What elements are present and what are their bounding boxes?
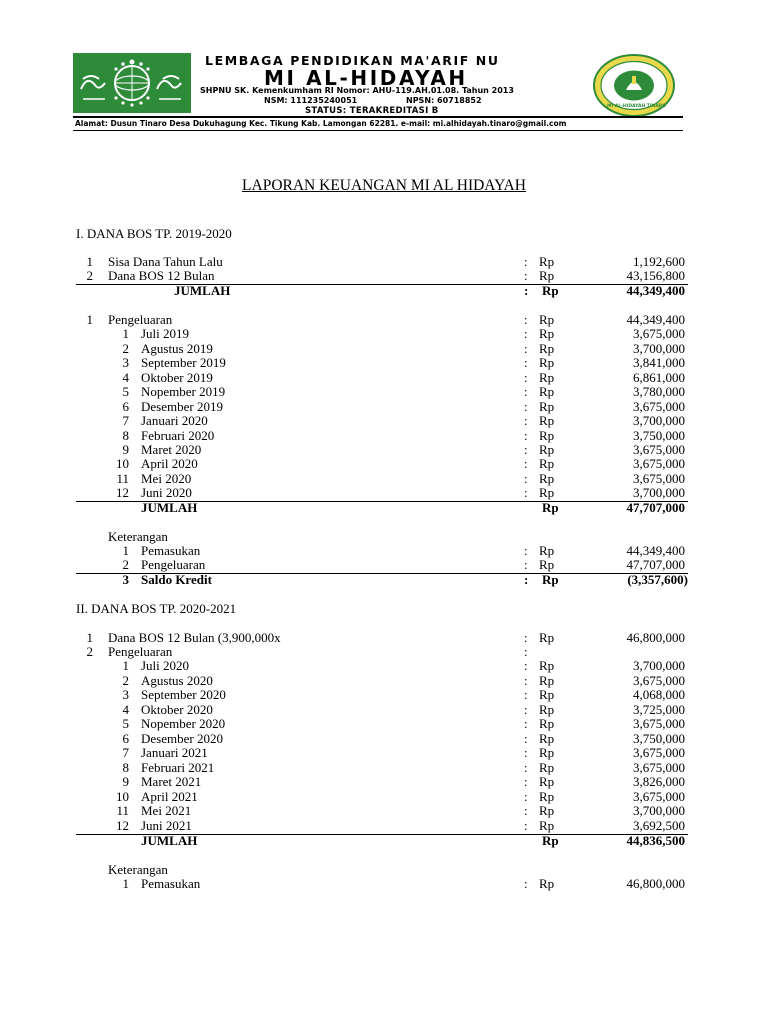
row-colon: :	[524, 572, 529, 587]
table-row	[76, 414, 688, 429]
row-label: Maret 2021	[141, 774, 202, 789]
amount-value: 44,836,500	[626, 833, 685, 848]
section1-heading: I. DANA BOS TP. 2019-2020	[76, 226, 232, 241]
row-label: September 2019	[141, 355, 226, 370]
row-number: 4	[122, 702, 129, 717]
row-number: 3	[122, 687, 129, 702]
org-name: LEMBAGA PENDIDIKAN MA'ARIF NU	[205, 53, 500, 68]
currency-label: Rp	[539, 254, 555, 269]
row-number: 1	[122, 658, 129, 673]
row-colon: :	[524, 803, 528, 818]
currency-label: Rp	[539, 745, 555, 760]
nsm-value: NSM: 111235240051	[264, 96, 358, 105]
amount-value: 3,692,500	[633, 818, 685, 833]
row-label: Desember 2020	[141, 731, 223, 746]
row-label: Februari 2021	[141, 760, 215, 775]
currency-label: Rp	[539, 818, 555, 833]
currency-label: Rp	[539, 312, 555, 327]
amount-value: 3,675,000	[633, 716, 685, 731]
income-total-row	[76, 284, 688, 299]
currency-label: Rp	[539, 774, 555, 789]
row-label: Agustus 2019	[141, 341, 213, 356]
row-number: 10	[116, 456, 129, 471]
table-row	[76, 746, 688, 761]
row-label: Keterangan	[108, 862, 168, 877]
report-title: LAPORAN KEUANGAN MI AL HIDAYAH	[242, 177, 526, 194]
row-number: 4	[122, 370, 129, 385]
school-name: MI AL-HIDAYAH	[264, 66, 468, 90]
row-label: Juni 2021	[141, 818, 192, 833]
row-label: April 2020	[141, 456, 198, 471]
row-colon: :	[524, 745, 528, 760]
amount-value: 3,780,000	[633, 384, 685, 399]
nsm-text	[264, 96, 482, 105]
row-number: 8	[122, 760, 129, 775]
registration-text: SHPNU SK. Kemenkumham RI Nomor: AHU-119.AH.01.08. Tahun 2013	[200, 86, 514, 95]
row-colon: :	[524, 485, 528, 500]
school-seal	[593, 54, 675, 117]
row-colon: :	[524, 658, 528, 673]
table-row	[76, 486, 688, 501]
currency-label: Rp	[539, 456, 555, 471]
amount-value: 46,800,000	[626, 876, 685, 891]
expense-total-row	[76, 501, 688, 516]
row-colon: :	[524, 268, 528, 283]
currency-label: Rp	[539, 716, 555, 731]
row-label: September 2020	[141, 687, 226, 702]
currency-label: Rp	[539, 702, 555, 717]
row-label: Januari 2021	[141, 745, 208, 760]
row-number: 1	[122, 326, 129, 341]
currency-label: Rp	[539, 789, 555, 804]
table-row	[76, 327, 688, 342]
row-label: Pemasukan	[141, 876, 201, 891]
row-number: 2	[122, 557, 129, 572]
row-colon: :	[524, 456, 528, 471]
amount-value: 3,725,000	[633, 702, 685, 717]
row-label: JUMLAH	[141, 500, 198, 515]
row-colon: :	[524, 370, 528, 385]
row-number: 12	[116, 485, 129, 500]
amount-value: 3,675,000	[633, 673, 685, 688]
row-colon: :	[524, 789, 528, 804]
amount-value: 3,700,000	[633, 803, 685, 818]
currency-label: Rp	[539, 673, 555, 688]
table-row	[76, 804, 688, 819]
row-colon: :	[524, 760, 528, 775]
currency-label: Rp	[539, 876, 555, 891]
row-number: 1	[122, 543, 129, 558]
currency-label: Rp	[539, 630, 555, 645]
row-number: 11	[116, 803, 129, 818]
amount-value: 43,156,800	[626, 268, 685, 283]
currency-label: Rp	[539, 413, 555, 428]
amount-value: 47,707,000	[626, 500, 685, 515]
row-number: 2	[86, 644, 93, 659]
row-number: 6	[122, 399, 129, 414]
row-colon: :	[524, 355, 528, 370]
row-number: 11	[116, 471, 129, 486]
row-colon: :	[524, 442, 528, 457]
amount-value: 3,841,000	[633, 355, 685, 370]
row-colon: :	[524, 716, 528, 731]
accreditation-status: STATUS: TERAKREDITASI B	[305, 106, 439, 116]
nu-globe-icon	[73, 53, 191, 113]
table-row	[76, 659, 688, 674]
currency-label: Rp	[542, 283, 559, 298]
address-line: Alamat: Dusun Tinaro Desa Dukuhagung Kec. Tikung Kab. Lamongan 62281. e-mail: mi.alhidayah.tinaro@gmail.com	[75, 119, 567, 128]
row-colon: :	[524, 283, 529, 298]
row-label: Juli 2020	[141, 658, 190, 673]
row-colon: :	[524, 341, 528, 356]
row-number: 8	[122, 428, 129, 443]
row-label: Juli 2019	[141, 326, 190, 341]
row-colon: :	[524, 326, 528, 341]
row-label: Juni 2020	[141, 485, 192, 500]
row-number: 10	[116, 789, 129, 804]
row-number: 3	[122, 572, 129, 587]
table-row	[76, 385, 688, 400]
row-label: Mei 2021	[141, 803, 192, 818]
amount-value: 3,675,000	[633, 789, 685, 804]
row-label: JUMLAH	[174, 283, 231, 298]
amount-value: 3,675,000	[633, 399, 685, 414]
row-label: Dana BOS 12 Bulan (3,900,000x	[108, 630, 281, 645]
table-row	[76, 269, 688, 284]
amount-value: 3,700,000	[633, 341, 685, 356]
row-number: 9	[122, 774, 129, 789]
table-row	[76, 877, 688, 892]
row-number: 9	[122, 442, 129, 457]
row-label: Pengeluaran	[141, 557, 206, 572]
row-number: 5	[122, 384, 129, 399]
row-colon: :	[524, 413, 528, 428]
nu-logo	[73, 53, 191, 113]
row-colon: :	[524, 254, 528, 269]
row-label: April 2021	[141, 789, 198, 804]
row-label: Agustus 2020	[141, 673, 213, 688]
amount-value: 1,192,600	[633, 254, 685, 269]
amount-value: 3,750,000	[633, 731, 685, 746]
row-number: 6	[122, 731, 129, 746]
row-label: Februari 2020	[141, 428, 215, 443]
row-colon: :	[524, 471, 528, 486]
table-row	[76, 819, 688, 834]
amount-value: 6,861,000	[633, 370, 685, 385]
amount-value: 3,675,000	[633, 745, 685, 760]
row-label: Pengeluaran	[108, 644, 173, 659]
row-number: 1	[86, 312, 93, 327]
amount-value: 3,675,000	[633, 456, 685, 471]
row-colon: :	[524, 687, 528, 702]
currency-label: Rp	[539, 268, 555, 283]
row-colon: :	[524, 731, 528, 746]
currency-label: Rp	[539, 326, 555, 341]
amount-value: 3,675,000	[633, 326, 685, 341]
row-number: 2	[122, 673, 129, 688]
row-colon: :	[524, 630, 528, 645]
table-row	[76, 457, 688, 472]
row-label: Pengeluaran	[108, 312, 173, 327]
header-divider-bottom	[73, 130, 683, 131]
amount-value: 44,349,400	[626, 283, 685, 298]
currency-label: Rp	[539, 341, 555, 356]
amount-value: 47,707,000	[626, 557, 685, 572]
row-colon: :	[524, 543, 528, 558]
amount-value: 44,349,400	[626, 312, 685, 327]
currency-label: Rp	[539, 760, 555, 775]
currency-label: Rp	[539, 543, 555, 558]
row-number: 2	[122, 341, 129, 356]
row-number: 12	[116, 818, 129, 833]
currency-label: Rp	[539, 731, 555, 746]
row-label: Nopember 2019	[141, 384, 226, 399]
amount-value: 4,068,000	[633, 687, 685, 702]
row-number: 7	[122, 745, 129, 760]
row-colon: :	[524, 312, 528, 327]
row-label: Pemasukan	[141, 543, 201, 558]
amount-value: 3,675,000	[633, 471, 685, 486]
currency-label: Rp	[539, 803, 555, 818]
row-colon: :	[524, 644, 528, 659]
table-row	[76, 356, 688, 371]
row-label: Maret 2020	[141, 442, 202, 457]
amount-value: 44,349,400	[626, 543, 685, 558]
row-colon: :	[524, 702, 528, 717]
row-number: 2	[86, 268, 93, 283]
currency-label: Rp	[539, 399, 555, 414]
row-label: Oktober 2020	[141, 702, 213, 717]
row-number: 3	[122, 355, 129, 370]
row-label: Mei 2020	[141, 471, 192, 486]
currency-label: Rp	[539, 442, 555, 457]
table-row	[76, 688, 688, 703]
currency-label: Rp	[539, 370, 555, 385]
currency-label: Rp	[539, 384, 555, 399]
table-row	[76, 775, 688, 790]
row-colon: :	[524, 818, 528, 833]
row-colon: :	[524, 876, 528, 891]
amount-value: 3,700,000	[633, 485, 685, 500]
amount-value: 46,800,000	[626, 630, 685, 645]
amount-value: 3,750,000	[633, 428, 685, 443]
table-row	[76, 558, 688, 573]
row-label: Januari 2020	[141, 413, 208, 428]
header-divider-top	[73, 116, 683, 118]
currency-label: Rp	[539, 355, 555, 370]
balance-row	[76, 573, 688, 588]
seal-text: MI AL-HIDAYAH TINARO	[607, 104, 667, 109]
row-label: Oktober 2019	[141, 370, 213, 385]
amount-value: 3,675,000	[633, 760, 685, 775]
currency-label: Rp	[539, 428, 555, 443]
currency-label: Rp	[539, 557, 555, 572]
row-label: Dana BOS 12 Bulan	[108, 268, 215, 283]
row-colon: :	[524, 399, 528, 414]
amount-value: 3,700,000	[633, 658, 685, 673]
row-colon: :	[524, 673, 528, 688]
row-number: 5	[122, 716, 129, 731]
currency-label: Rp	[539, 658, 555, 673]
row-label: Keterangan	[108, 529, 168, 544]
table-row	[76, 717, 688, 732]
currency-label: Rp	[539, 485, 555, 500]
currency-label: Rp	[542, 500, 559, 515]
currency-label: Rp	[539, 471, 555, 486]
row-colon: :	[524, 557, 528, 572]
row-label: Desember 2019	[141, 399, 223, 414]
row-label: Saldo Kredit	[141, 572, 212, 587]
row-colon: :	[524, 384, 528, 399]
row-colon: :	[524, 428, 528, 443]
row-label: Sisa Dana Tahun Lalu	[108, 254, 223, 269]
amount-value: 3,700,000	[633, 413, 685, 428]
row-label: Nopember 2020	[141, 716, 226, 731]
npsn-value: NPSN: 60718852	[406, 96, 482, 105]
currency-label: Rp	[539, 687, 555, 702]
row-number: 1	[86, 254, 93, 269]
row-number: 1	[122, 876, 129, 891]
amount-value: 3,826,000	[633, 774, 685, 789]
currency-label: Rp	[542, 833, 559, 848]
section2-heading: II. DANA BOS TP. 2020-2021	[76, 601, 237, 616]
row-number: 1	[86, 630, 93, 645]
amount-value: 3,675,000	[633, 442, 685, 457]
expense-total-row	[76, 834, 688, 849]
currency-label: Rp	[542, 572, 559, 587]
amount-value: (3,357,600)	[627, 572, 688, 587]
row-label: JUMLAH	[141, 833, 198, 848]
row-colon: :	[524, 774, 528, 789]
row-number: 7	[122, 413, 129, 428]
